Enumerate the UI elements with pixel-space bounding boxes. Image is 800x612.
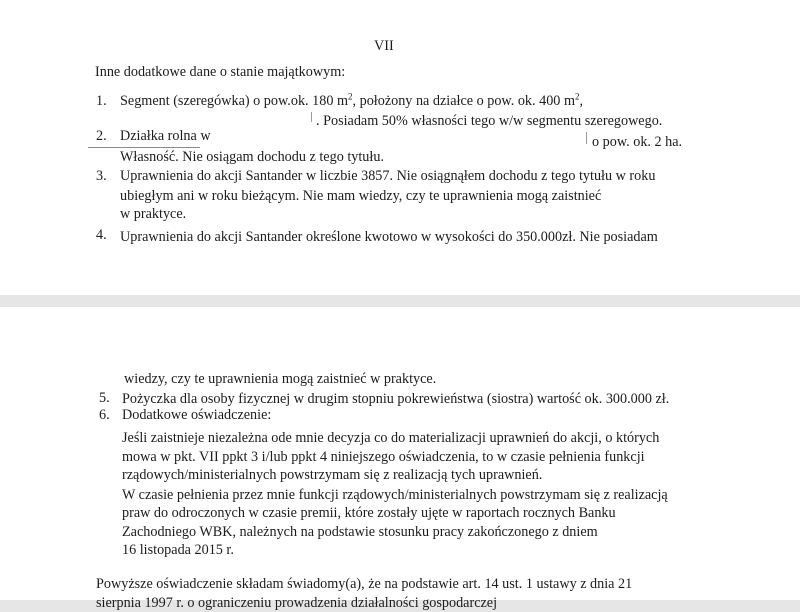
list-item-text: Uprawnienia do akcji Santander w liczbie 3857. Nie osiągnąłem dochodu z tego tytułu w roku	[120, 168, 656, 184]
list-item-number: 1.	[96, 93, 107, 109]
paragraph-line: 16 listopada 2015 r.	[122, 542, 234, 558]
list-item-number: 5.	[99, 390, 110, 406]
intro-text: Inne dodatkowe dane o stanie majątkowym:	[95, 64, 346, 80]
paragraph-line: praw do odroczonych w czasie premii, które zostały ujęte w raportach rocznych Banku	[122, 505, 616, 521]
list-item-text: Pożyczka dla osoby fizycznej w drugim stopniu pokrewieństwa (siostra) wartość ok. 300.000 zł.	[122, 391, 670, 407]
list-item-number: 2.	[96, 128, 107, 144]
list-item-text: Segment (szeregówka) o pow.ok. 180 $m^2$, położony na działce o pow. ok. 400 $m^2$,	[120, 91, 584, 109]
closing-paragraph-line: Powyższe oświadczenie składam świadomy(a), że na podstawie art. 14 ust. 1 ustawy z dnia 21	[96, 576, 633, 592]
paragraph-line: W czasie pełnienia przez mnie funkcji rządowych/ministerialnych powstrzymam się z realizacją	[122, 487, 668, 503]
closing-paragraph-line: sierpnia 1997 r. o ograniczeniu prowadzenia działalności gospodarczej	[96, 595, 498, 611]
scan-artifact	[586, 132, 587, 144]
continuation-text: wiedzy, czy te uprawnienia mogą zaistnieć w praktyce.	[124, 371, 437, 387]
paragraph-line: Zachodniego WBK, należnych na podstawie stosunku pracy zakończonego z dniem	[122, 524, 598, 540]
list-item-text: w praktyce.	[120, 206, 187, 222]
document-page-2	[0, 307, 800, 611]
paragraph-line: mowa w pkt. VII ppkt 3 i/lub ppkt 4 niniejszego oświadczenia, to w czasie pełnienia funkcji	[122, 449, 645, 465]
list-item-text: Działka rolna w	[120, 128, 211, 144]
paragraph-line: Jeśli zaistnieje niezależna ode mnie decyzja co do materializacji uprawnień do akcji, o których	[122, 430, 660, 446]
list-item-number: 3.	[96, 168, 107, 184]
paragraph-line: rządowych/ministerialnych powstrzymam się z realizacją tych uprawnień.	[122, 467, 543, 483]
list-item-text: o pow. ok. 2 ha.	[592, 134, 683, 150]
list-item-text: Uprawnienia do akcji Santander określone kwotowo w wysokości do 350.000zł. Nie posiadam	[120, 229, 658, 245]
section-heading: VII	[374, 38, 394, 54]
list-item-text: ubiegłym ani w roku bieżącym. Nie mam wiedzy, czy te uprawnienia mogą zaistnieć	[120, 188, 602, 204]
scan-artifact	[311, 112, 312, 122]
list-item-number: 6.	[99, 407, 110, 423]
list-item-text: Dodatkowe oświadczenie:	[122, 407, 272, 423]
list-item-text: Własność. Nie osiągam dochodu z tego tytułu.	[120, 149, 384, 165]
list-item-text: . Posiadam 50% własności tego w/w segmentu szeregowego.	[316, 113, 663, 129]
list-item-number: 4.	[96, 227, 107, 243]
document-page-1	[0, 0, 800, 295]
